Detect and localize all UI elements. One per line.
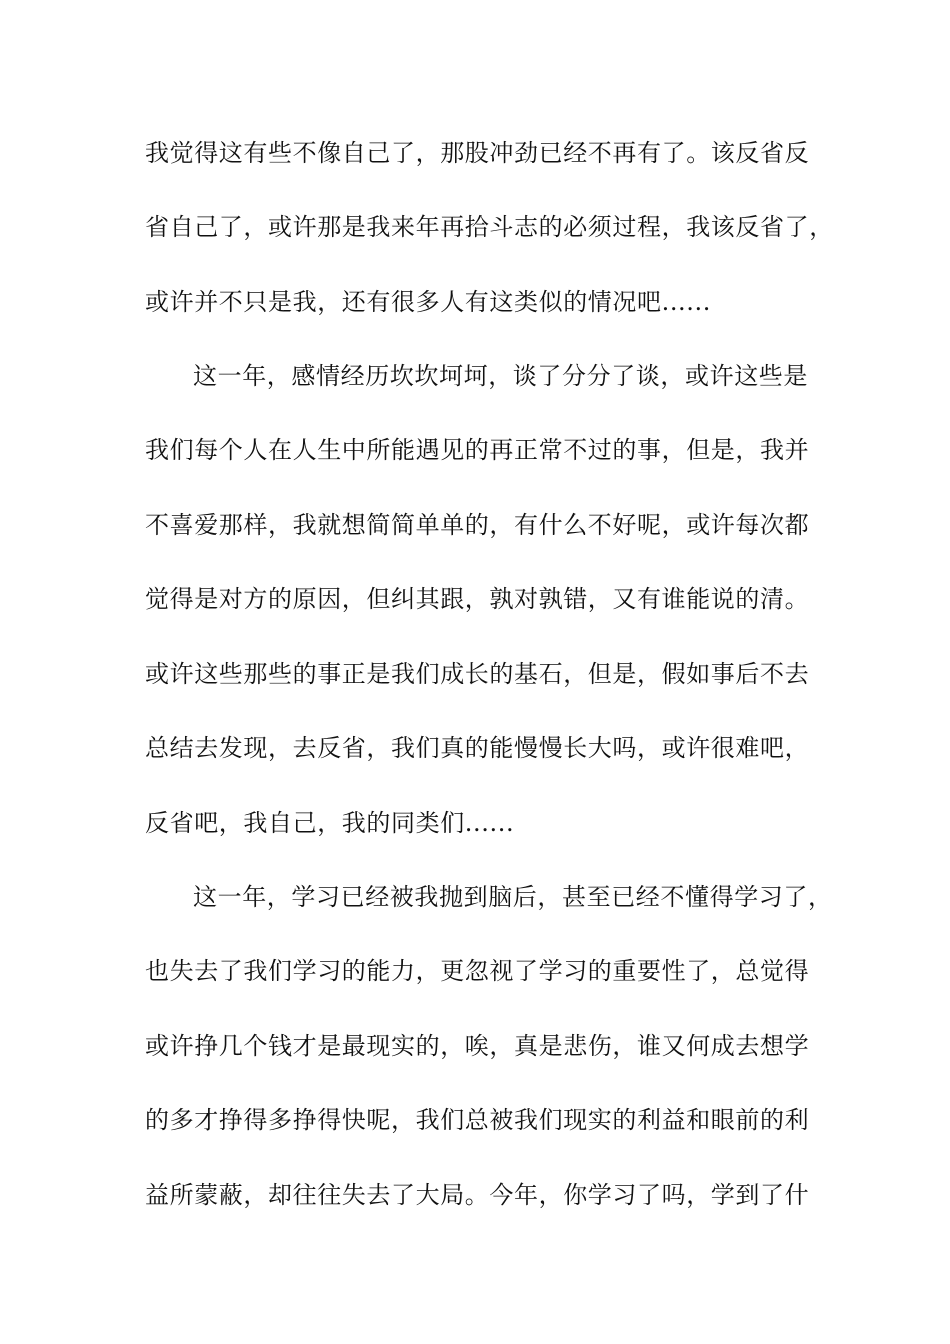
text-line: 我觉得这有些不像自己了，那股冲劲已经不再有了。该反省反 bbox=[145, 139, 810, 167]
paragraph-first-line: 这一年，学习已经被我抛到脑后，甚至已经不懂得学习了， bbox=[193, 883, 833, 911]
text-line: 或许并不只是我，还有很多人有这类似的情况吧...... bbox=[145, 288, 711, 316]
text-line: 总结去发现，去反省，我们真的能慢慢长大吗，或许很难吧， bbox=[145, 734, 810, 762]
text-line: 我们每个人在人生中所能遇见的再正常不过的事，但是，我并 bbox=[145, 436, 810, 464]
text-line: 益所蒙蔽，却往往失去了大局。今年，你学习了吗，学到了什 bbox=[145, 1181, 810, 1209]
text-line: 或许挣几个钱才是最现实的，唉，真是悲伤，谁又何成去想学 bbox=[145, 1032, 810, 1060]
text-line: 的多才挣得多挣得快呢，我们总被我们现实的利益和眼前的利 bbox=[145, 1106, 810, 1134]
text-line: 省自己了，或许那是我来年再拾斗志的必须过程，我该反省了， bbox=[145, 213, 834, 241]
text-line: 或许这些那些的事正是我们成长的基石，但是，假如事后不去 bbox=[145, 660, 810, 688]
text-line: 觉得是对方的原因，但纠其跟，孰对孰错，又有谁能说的清。 bbox=[145, 585, 810, 613]
text-line: 也失去了我们学习的能力，更忽视了学习的重要性了，总觉得 bbox=[145, 957, 810, 985]
text-line: 不喜爱那样，我就想简简单单的，有什么不好呢，或许每次都 bbox=[145, 511, 810, 539]
text-line: 反省吧，我自己，我的同类们...... bbox=[145, 809, 515, 837]
paragraph-first-line: 这一年，感情经历坎坎坷坷，谈了分分了谈，或许这些是 bbox=[193, 362, 808, 390]
